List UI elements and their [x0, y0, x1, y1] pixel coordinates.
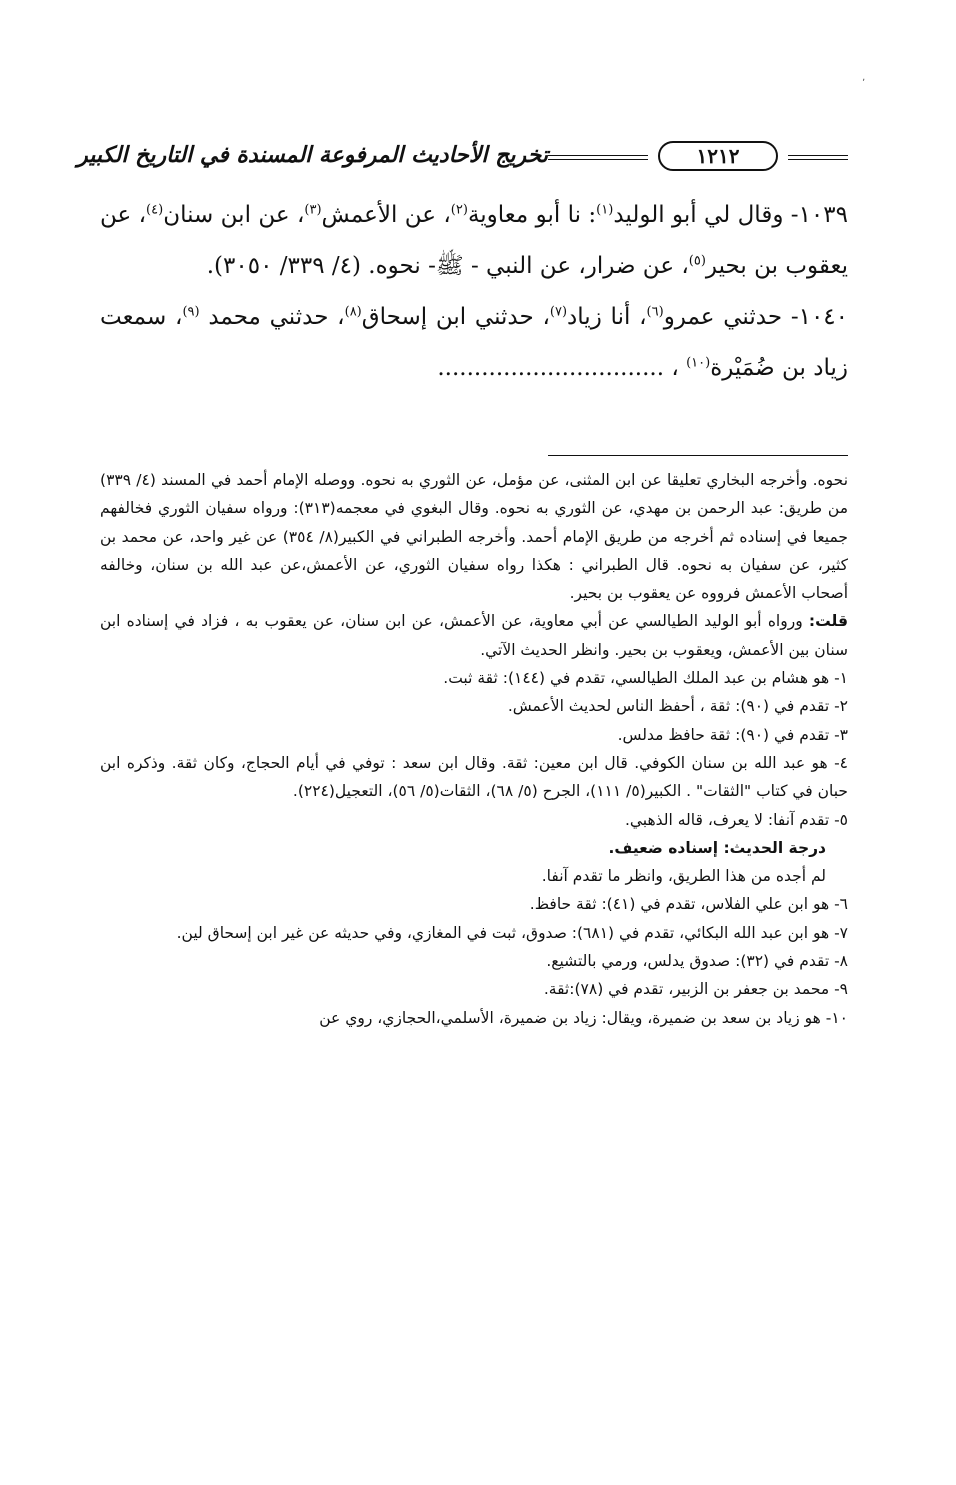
footnote-ref: (١٠): [686, 355, 711, 371]
footnote-5: ٥- تقدم آنفا: لا يعرف، قاله الذهبي.: [624, 810, 848, 829]
page-number: ١٢١٢: [658, 141, 778, 171]
footnote-9: ٩- محمد بن جعفر بن الزبير، تقدم في (٧٨):ثقة.: [543, 980, 848, 999]
footnote-ref: (٩): [182, 304, 200, 320]
footnote-continuation: نحوه. وأخرجه البخاري تعليقا عن ابن المثنى، عن مؤمل، عن الثوري به نحوه. ووصله الإمام أحمد في المسند (٤/ ٣٣٩) من طريق: عبد الرحمن بن مهدي، عن الثوري به نحوه. وقال البغوي في معجمه(٣١٣): ورواه سفيان الثوري فخالفهم جميعا في إسناده ثم أخرجه من طريق الإمام أحمد. وأخرجه الطبراني في الكبير(٨/ ٣٥٤) عن غير واحد، عن محمد بن كثير، عن سفيان به نحوه. قال الطبراني : هكذا رواه سفيان الثوري، عن الأعمش،عن عبد الله بن سنان، وخالفه أصحاب الأعمش فرووه عن يعقوب بن بحير.: [100, 471, 849, 603]
footnote-divider: [548, 455, 848, 456]
hadith-text: ، ...............................: [437, 355, 687, 381]
hadith-text: ، حدثني محمد: [199, 304, 345, 330]
footnote-7: ٧- هو ابن عبد الله البكائي، تقدم في (٦٨١): صدوق، ثبت في المغازي، وفي حديثه عن غير ابن إسحاق لين.: [176, 923, 848, 942]
hadith-1039: [100, 190, 848, 292]
hadith-text: ، عن ضرار، عن النبي - ﷺ- نحوه. (٤/ ٣٣٩/ ٣٠٥٠).: [206, 253, 689, 279]
hadith-1040: [100, 292, 848, 394]
hadith-text: ، عن الأعمش: [321, 202, 451, 228]
footnote-ref: (٥): [688, 253, 706, 269]
scan-mark: ʼ: [862, 78, 866, 89]
header-rule: [788, 159, 848, 160]
hadith-text: : نا أبو معاوية: [467, 202, 597, 228]
footnote-3: ٣- تقدم في (٩٠): ثقة حافظ مدلس.: [617, 725, 848, 744]
footnote-remark: [100, 607, 848, 664]
footnote-ref: (٦): [646, 304, 664, 320]
header-rule: [548, 155, 648, 156]
hadith-grade: درجة الحديث: إسناده ضعيف.: [608, 838, 826, 857]
footnote-6: ٦- هو ابن علي الفلاس، تقدم في (٤١): ثقة حافظ.: [529, 895, 848, 914]
grade-note: لم أجده من هذا الطريق، وانظر ما تقدم آنفا.: [541, 867, 826, 886]
main-text: [100, 190, 848, 394]
remark-text: ورواه أبو الوليد الطيالسي عن أبي معاوية، عن الأعمش، عن ابن سنان، عن يعقوب به ، فزاد في إسناده ابن سنان بين الأعمش، ويعقوب بن بحير. وانظر الحديث الآتي.: [100, 612, 848, 659]
footnotes: [100, 466, 848, 1032]
footnote-ref: (٨): [344, 304, 362, 320]
footnote-4: ٤- هو عبد الله بن سنان الكوفي. قال ابن معين: ثقة. وقال ابن سعد : توفي في أيام الحجاج، وكان ثقة. وذكره ابن حبان في كتاب "الثقات" . الكبير(٥/ ١١١)، الجرح (٥/ ٦٨)، الثقات(٥/ ٥٦)، التعجيل(٢٢٤).: [100, 753, 848, 801]
running-title: تخريج الأحاديث المرفوعة المسندة في التاريخ الكبير: [77, 142, 548, 168]
footnote-ref: (٣): [304, 202, 322, 218]
footnote-ref: (٧): [549, 304, 568, 320]
hadith-text: ، حدثني ابن إسحاق: [361, 304, 550, 330]
footnote-ref: (١): [596, 202, 614, 218]
footnote-2: ٢- تقدم في (٩٠): ثقة ، أحفظ الناس لحديث الأعمش.: [507, 697, 848, 716]
hadith-text: ، عن ابن سنان: [163, 202, 305, 228]
footnote-ref: (٤): [146, 202, 164, 218]
footnote-ref: (٢): [450, 202, 468, 218]
hadith-text: ١٠٣٩- وقال لي أبو الوليد: [613, 202, 848, 228]
page-header: [77, 138, 848, 178]
hadith-text: ، أنا زياد: [567, 304, 647, 330]
hadith-text: ، عن يعقوب بن بحير: [100, 202, 848, 279]
footnote-8: ٨- تقدم في (٣٢): صدوق يدلس، ورمي بالتشيع.: [546, 952, 848, 971]
hadith-text: ١٠٤٠- حدثني عمرو: [663, 304, 849, 330]
footnote-1: ١- هو هشام بن عبد الملك الطيالسي، تقدم في (١٤٤): ثقة ثبت.: [443, 669, 848, 688]
remark-label: قلت:: [808, 612, 848, 631]
hadith-text: ، سمعت زياد بن ضُمَيْرة: [100, 304, 848, 381]
header-rule: [548, 159, 648, 160]
header-rule: [788, 155, 848, 156]
footnote-10: ١٠- هو زياد بن سعد بن ضميرة، ويقال: زياد بن ضميرة، الأسلمي،الحجازي، روي عن: [319, 1008, 848, 1027]
